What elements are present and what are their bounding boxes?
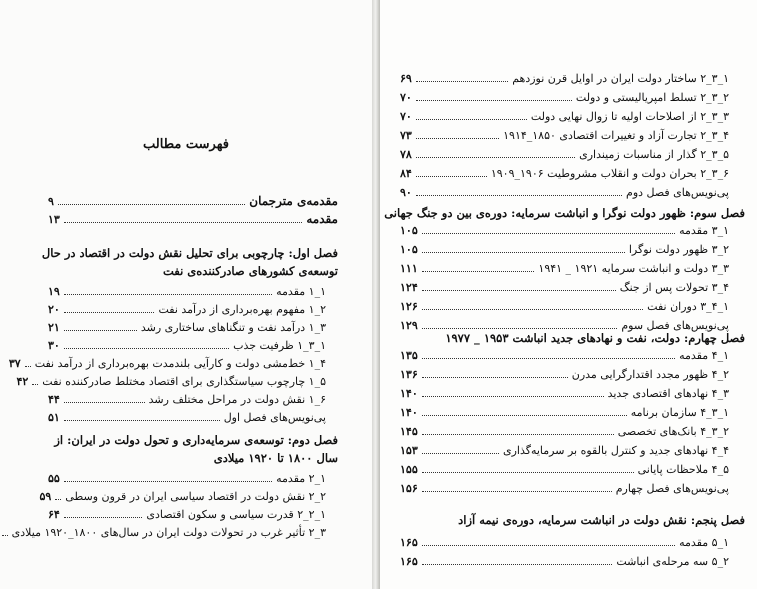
toc-entry-translators-intro[interactable]: مقدمه‌ی مترجمان ۹: [48, 194, 338, 208]
toc-entry-notes[interactable]: پی‌نویس‌های فصل سوم ۱۲۹: [400, 319, 729, 332]
toc-entry-notes[interactable]: پی‌نویس‌های فصل اول ۵۱: [48, 411, 326, 424]
toc-entry[interactable]: ۵_۳_۲ گذار از مناسبات زمینداری ۷۸: [400, 148, 729, 161]
toc-entry[interactable]: ۲_۳ ظهور دولت نوگرا ۱۰۵: [400, 243, 729, 256]
toc-entry[interactable]: ۱_۴ مقدمه ۱۳۵: [400, 349, 729, 362]
toc-entry[interactable]: ۲_۵ سه مرحله‌ی انباشت ۱۶۵: [400, 555, 729, 568]
chapter-2-heading: فصل دوم: توسعه‌ی سرمایه‌داری و تحول دولت در ایران: از سال ۱۸۰۰ تا ۱۹۲۰ میلادی: [54, 433, 338, 465]
toc-entry[interactable]: ۶_۱ نقش دولت در مراحل مختلف رشد ۴۴: [48, 393, 326, 406]
toc-entry[interactable]: ۵_۴ ملاحظات پایانی ۱۵۵: [400, 463, 729, 476]
toc-entry-notes[interactable]: پی‌نویس‌های فصل دوم ۹۰: [400, 186, 729, 199]
left-page: [0, 0, 372, 589]
chapter-4-heading: فصل چهارم: دولت، نفت و نهادهای جدید انباشت ۱۹۵۳ _ ۱۹۷۷: [445, 331, 745, 345]
toc-entry[interactable]: ۳_۲ تأثیر غرب در تحولات دولت ایران در سال‌های ۱۸۰۰_۱۹۲۰ میلادی: [48, 526, 326, 544]
toc-entry[interactable]: ۴_۱ خط‌مشی دولت و کارآیی بلندمدت بهره‌برداری از درآمد نفت ۳۷: [8, 357, 326, 370]
toc-entry[interactable]: ۱_۳_۱ ظرفیت جذب ۳۰: [48, 339, 326, 352]
toc-entry[interactable]: ۵_۱ چارچوب سیاستگذاری برای اقتصاد مختلط صادرکننده نفت ۴۲: [16, 375, 326, 388]
toc-entry[interactable]: ۱_۲_۲ قدرت سیاسی و سکون اقتصادی ۶۴: [48, 508, 326, 521]
toc-entry[interactable]: ۱_۱ مقدمه ۱۹: [48, 285, 326, 298]
toc-entry[interactable]: ۱_۵ مقدمه ۱۶۵: [400, 536, 729, 549]
toc-entry[interactable]: ۲_۴ ظهور مجدد اقتدارگرایی مدرن ۱۳۶: [400, 368, 729, 381]
book-spine: [372, 0, 380, 589]
page-title: فهرست مطالب: [143, 137, 229, 152]
toc-entry[interactable]: ۱_۲ مقدمه ۵۵: [48, 472, 326, 485]
toc-entry[interactable]: ۴_۳ تحولات پس از جنگ ۱۲۴: [400, 281, 729, 294]
chapter-5-heading: فصل پنجم: نقش دولت در انباشت سرمایه، دوره‌ی نیمه آزاد: [458, 513, 745, 527]
toc-entry[interactable]: ۳_۱ درآمد نفت و تنگناهای ساختاری رشد ۲۱: [48, 321, 326, 334]
toc-entry-intro[interactable]: مقدمه ۱۳: [48, 212, 338, 226]
toc-entry[interactable]: ۲_۳_۴ بانک‌های تخصصی ۱۴۵: [400, 425, 729, 438]
toc-entry[interactable]: ۴_۴ نهادهای جدید و کنترل بالقوه بر سرمایه‌گذاری ۱۵۳: [400, 444, 729, 457]
toc-entry[interactable]: ۱_۳_۲ ساختار دولت ایران در اوایل قرن نوزدهم ۶۹: [400, 72, 729, 85]
right-page: [380, 0, 757, 589]
toc-entry[interactable]: ۳_۴ نهادهای اقتصادی جدید ۱۴۰: [400, 387, 729, 400]
toc-entry[interactable]: ۲_۲ نقش دولت در اقتصاد سیاسی ایران در قرون وسطی ۵۹: [39, 490, 326, 503]
toc-entry[interactable]: ۳_۳_۲ از اصلاحات اولیه تا زوال نهایی دولت ۷۰: [400, 110, 729, 123]
toc-entry-notes[interactable]: پی‌نویس‌های فصل چهارم ۱۵۶: [400, 482, 729, 495]
toc-entry[interactable]: ۶_۳_۲ بحران دولت و انقلاب مشروطیت ۱۹۰۶_۱۹۰۹ ۸۴: [400, 167, 729, 180]
toc-entry[interactable]: ۴_۳_۲ تجارت آزاد و تغییرات اقتصادی ۱۸۵۰_۱۹۱۴ ۷۳: [400, 129, 729, 142]
toc-entry[interactable]: ۲_۱ مفهوم بهره‌برداری از درآمد نفت ۲۰: [48, 303, 326, 316]
toc-entry[interactable]: ۱_۳ مقدمه ۱۰۵: [400, 224, 729, 237]
toc-entry[interactable]: ۲_۳_۲ تسلط امپریالیستی و دولت ۷۰: [400, 91, 729, 104]
toc-entry[interactable]: ۱_۳_۴ سازمان برنامه ۱۴۰: [400, 406, 729, 419]
toc-entry[interactable]: ۳_۳ دولت و انباشت سرمایه ۱۹۲۱ _ ۱۹۴۱ ۱۱۱: [400, 262, 729, 275]
toc-entry[interactable]: ۱_۴_۳ دوران نفت ۱۲۶: [400, 300, 729, 313]
chapter-1-heading: فصل اول: چارچوبی برای تحلیل نقش دولت در اقتصاد در حال توسعه‌ی کشورهای صادرکننده‌ی نفت: [41, 246, 338, 278]
chapter-3-heading: فصل سوم: ظهور دولت نوگرا و انباشت سرمایه: دوره‌ی بین دو جنگ جهانی: [384, 206, 745, 220]
